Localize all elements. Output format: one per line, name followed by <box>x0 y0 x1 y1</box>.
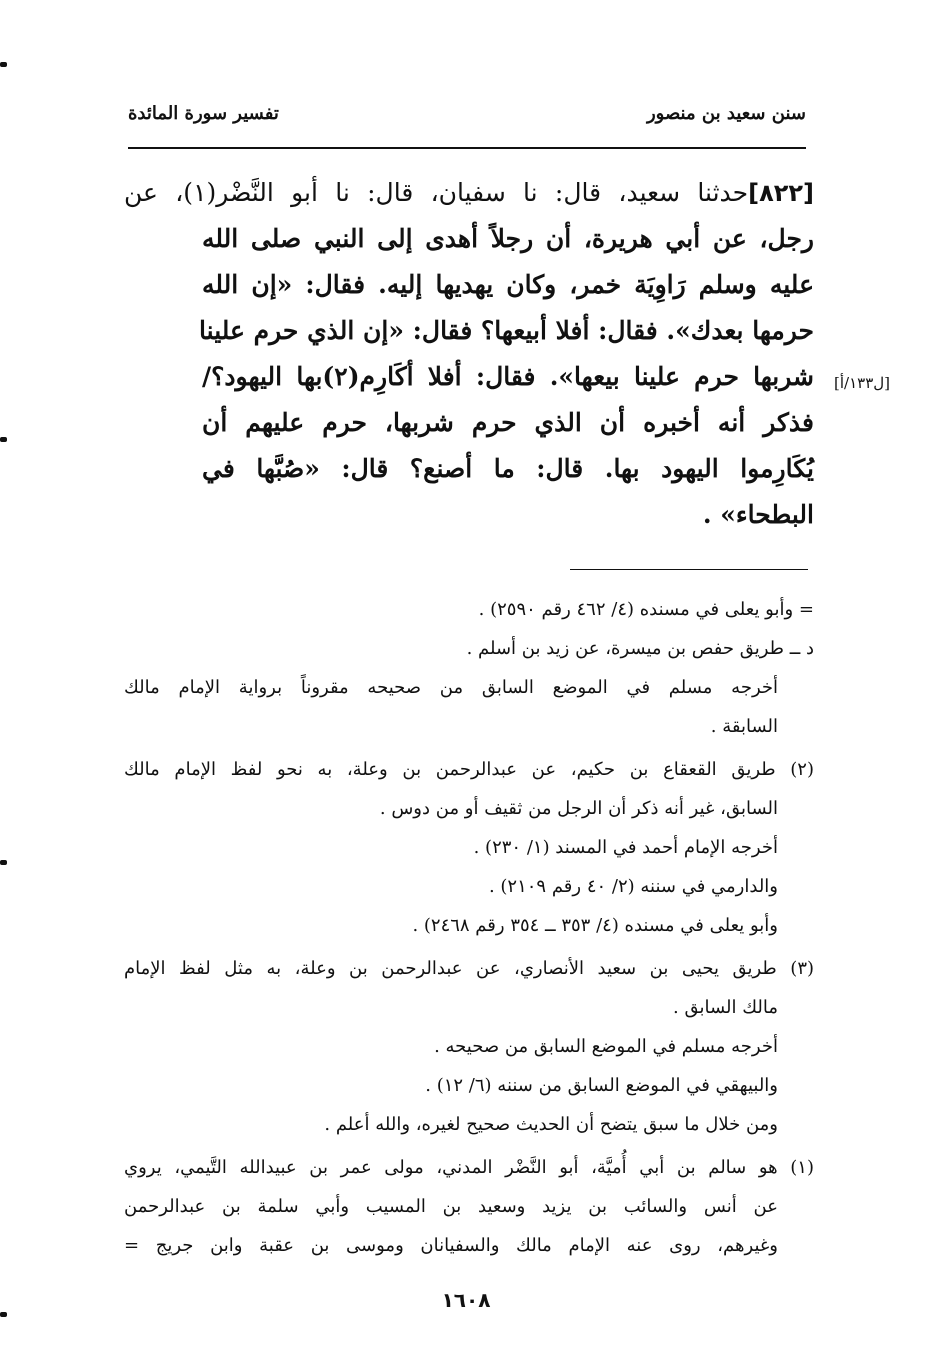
hadith-line-4: حرمها بعدك». فقال: أفلا أبيعها؟ فقال: «إن الذي حرم علينا <box>199 316 814 345</box>
hadith-line-1 <box>124 170 814 216</box>
footnote-line: أخرجه مسلم في الموضع السابق من صحيحه مقروناً برواية الإمام مالك <box>124 677 778 698</box>
footnote-line: أخرجه مسلم في الموضع السابق من صحيحه . <box>434 1036 778 1057</box>
footnote-line: د ــ طريق حفص بن ميسرة، عن زيد بن أسلم . <box>466 638 814 659</box>
hadith-line-text: حدثنا سعيد، قال: نا سفيان، قال: نا أبو النَّضْر(١)، عن <box>124 178 749 207</box>
scan-edge-mark <box>0 1312 7 1317</box>
hadith-line-6: فذكر أنه أخبره أن الذي حرم شربها، حرم عليهم أن <box>202 408 814 437</box>
footnote-line: (٣) طريق يحيى بن سعيد الأنصاري، عن عبدالرحمن بن وعلة، به مثل لفظ الإمام <box>124 958 815 979</box>
footnote-line: والبيهقي في الموضع السابق من سننه (٦/ ١٢) . <box>425 1075 778 1096</box>
page-number: ١٦٠٨ <box>441 1288 491 1312</box>
footnote-line: عن أنس والسائب بن يزيد وسعيد بن المسيب وأبي سلمة بن عبدالرحمن <box>124 1196 778 1217</box>
header-divider <box>128 147 806 149</box>
footnote-line: (١) هو سالم بن أبي أُميَّة، أبو النَّضْر المدني، مولى عمر بن عبيدالله التَّيمي، يروي <box>124 1157 814 1178</box>
running-header <box>128 103 806 143</box>
footnote-line: أخرجه الإمام أحمد في المسند (١/ ٢٣٠) . <box>473 837 778 858</box>
scan-edge-mark <box>0 437 7 442</box>
footnotes-block <box>124 590 814 1270</box>
chapter-title: تفسير سورة المائدة <box>128 103 279 124</box>
footnote-line: = وأبو يعلى في مسنده (٤/ ٤٦٢ رقم ٢٥٩٠) . <box>478 599 814 620</box>
hadith-line-8: البطحاء» . <box>702 500 814 529</box>
footnote-line: والدارمي في سننه (٢/ ٤٠ رقم ٢١٠٩) . <box>488 876 778 897</box>
footnote-divider <box>570 569 808 570</box>
hadith-line-5: شربها حرم علينا بيعها». فقال: أفلا أكَارِم(٢)بها اليهود؟/ <box>202 362 814 391</box>
footnote-line: (٢) طريق القعقاع بن حكيم، عن عبدالرحمن بن وعلة، به نحو لفظ الإمام مالك <box>124 759 814 780</box>
footnote-line: ومن خلال ما سبق يتضح أن الحديث صحيح لغيره، والله أعلم . <box>324 1114 778 1135</box>
scan-edge-mark <box>0 860 7 865</box>
hadith-text-block <box>124 170 814 540</box>
footnote-line: وغيرهم، روى عنه الإمام مالك والسفيانان وموسى بن عقبة وابن جريج = <box>124 1235 778 1256</box>
scan-edge-mark <box>0 62 7 67</box>
hadith-line-3: عليه وسلم رَاوِيَة خمر، وكان يهديها إليه. فقال: «إن الله <box>202 270 814 299</box>
footnote-line: السابقة . <box>710 716 778 737</box>
footnote-line: وأبو يعلى في مسنده (٤/ ٣٥٣ ــ ٣٥٤ رقم ٢٤٦٨) . <box>412 915 778 936</box>
hadith-line-text: رجل، عن أبي هريرة، أن رجلاً أهدى إلى النبي صلى الله <box>202 224 814 253</box>
hadith-line-2 <box>202 216 814 262</box>
hadith-number: [٨٢٢] <box>748 179 815 207</box>
book-title: سنن سعيد بن منصور <box>646 103 806 124</box>
footnote-line: مالك السابق . <box>673 997 778 1018</box>
hadith-line-7: يُكَارِموا اليهود بها. قال: ما أصنع؟ قال: «صُبَّها في <box>202 454 814 483</box>
footnote-line: السابق، غير أنه ذكر أن الرجل من ثقيف أو من دوس . <box>379 798 778 819</box>
manuscript-folio-reference: [ل١٣٣/أ] <box>834 374 891 392</box>
